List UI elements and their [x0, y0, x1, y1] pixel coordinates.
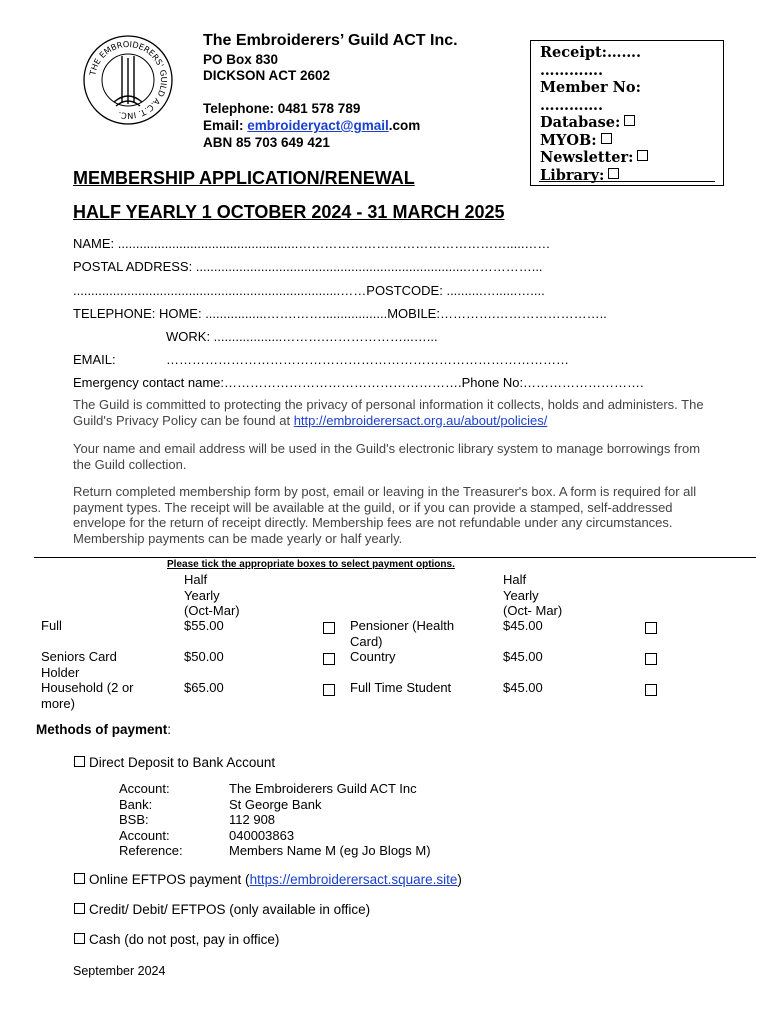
bank-value: The Embroiderers Guild ACT Inc — [229, 781, 417, 796]
right-header-line: (Oct- Mar) — [503, 603, 563, 618]
name-field[interactable]: NAME: ..................................................………………………………………….....…… — [73, 236, 551, 251]
svg-text:THE EMBROIDERERS' GUILD A.C.T.: THE EMBROIDERERS' GUILD A.C.T. INC. — [87, 38, 170, 122]
credit-debit-label: Credit/ Debit/ EFTPOS (only available in office) — [89, 902, 371, 917]
checkbox-full[interactable] — [323, 622, 335, 634]
abn: ABN 85 703 649 421 — [203, 135, 330, 150]
guild-seal-logo — [82, 34, 174, 126]
bank-value: St George Bank — [229, 796, 322, 812]
price-full: $55.00 — [184, 618, 224, 633]
office-box-rule — [539, 181, 715, 182]
right-header-line: Yearly — [503, 587, 539, 603]
membership-type-full: Full — [41, 618, 62, 633]
organisation-name: The Embroiderers’ Guild ACT Inc. — [203, 32, 458, 49]
return-note: Return completed membership form by post, email or leaving in the Treasurer's box. A form is required for all payment types. The receipt will be available at the guild, or if you can provide a stamped, self-addressed envelope for the return of receipt directly. Membership fees are not refundable under any circumstances. Membership payments can be made yearly or half yearly. — [73, 484, 697, 546]
bank-value: 040003863 — [229, 827, 295, 843]
price-household: $65.00 — [184, 680, 224, 695]
database-label: Database: — [540, 114, 621, 131]
methods-heading-colon: : — [167, 722, 172, 737]
library-label: Library: — [540, 166, 605, 184]
right-column-header — [503, 572, 562, 619]
bank-value: Members Name M (eg Jo Blogs M) — [229, 843, 431, 858]
option-direct-deposit[interactable] — [74, 755, 275, 770]
newsletter-label: Newsletter: — [540, 149, 634, 166]
email-link[interactable]: embroideryact@gmail — [247, 118, 389, 133]
methods-heading-text: Methods of payment — [36, 722, 168, 737]
square-site-link[interactable]: https://embroiderersact.square.site — [249, 872, 458, 887]
right-header-line: Half — [503, 572, 527, 587]
left-column-header — [184, 572, 240, 619]
checkbox-country[interactable] — [645, 653, 657, 665]
left-header-line: Yearly — [184, 587, 220, 603]
credit-debit-checkbox[interactable] — [74, 903, 85, 914]
email-suffix: .com — [388, 118, 421, 133]
library-checkbox[interactable] — [608, 168, 619, 179]
database-checkbox[interactable] — [624, 115, 635, 126]
payment-instruction: Please tick the appropriate boxes to select payment options. — [167, 559, 455, 570]
po-box: PO Box 830 — [203, 52, 279, 67]
bank-details-values — [229, 781, 431, 859]
member-no-dots: …………. — [540, 96, 604, 114]
membership-type-household: Household (2 or more) — [41, 680, 134, 711]
left-header-line: Half — [184, 572, 208, 587]
methods-heading — [36, 722, 171, 737]
email-label: Email: — [203, 118, 248, 133]
telephone-field[interactable]: TELEPHONE: HOME: .................…….……..................MOBILE:………….…………………….. — [73, 306, 607, 321]
membership-type-country: Country — [350, 649, 396, 664]
form-title: MEMBERSHIP APPLICATION/RENEWAL — [73, 168, 415, 188]
bank-label: BSB: — [119, 812, 149, 827]
footer-date: September 2024 — [73, 964, 166, 978]
postal-address-field[interactable]: POSTAL ADDRESS: ...........................................................................……………... — [73, 259, 543, 274]
office-use-box — [530, 40, 724, 186]
price-student: $45.00 — [503, 680, 543, 695]
online-eftpos-checkbox[interactable] — [74, 873, 85, 884]
membership-type-pensioner: Pensioner (Health Card) — [350, 618, 455, 649]
privacy-policy-link[interactable]: http://embroiderersact.org.au/about/policies/ — [293, 412, 548, 428]
option-cash[interactable] — [74, 932, 279, 947]
newsletter-field — [540, 149, 723, 167]
library-note: Your name and email address will be used in the Guild's electronic library system to manage borrowings from the Guild collection. — [73, 441, 701, 472]
member-no-field: Member No: — [540, 79, 641, 96]
emergency-contact-field[interactable]: Emergency contact name:……………………………………………….Phone No:………………………. — [73, 375, 644, 390]
database-field — [540, 114, 723, 132]
receipt-field: Receipt:……. — [540, 44, 642, 61]
section-divider — [34, 557, 756, 558]
checkbox-pensioner[interactable] — [645, 622, 657, 634]
price-seniors: $50.00 — [184, 649, 224, 664]
price-pensioner: $45.00 — [503, 618, 543, 633]
cash-label: Cash (do not post, pay in office) — [89, 932, 280, 947]
work-phone-field[interactable]: WORK: ...................……….………………...…... — [166, 329, 438, 344]
checkbox-student[interactable] — [645, 684, 657, 696]
email-line — [203, 118, 420, 133]
myob-label: MYOB: — [540, 131, 597, 149]
membership-type-seniors: Seniors Card Holder — [41, 649, 117, 680]
bank-value: 112 908 — [229, 812, 276, 827]
myob-field — [540, 132, 723, 150]
email-field-label: EMAIL: — [73, 352, 116, 367]
online-eftpos-label: Online EFTPOS payment ( — [89, 872, 250, 887]
membership-type-student: Full Time Student — [350, 680, 452, 695]
checkbox-seniors[interactable] — [323, 653, 335, 665]
online-eftpos-close: ) — [457, 872, 462, 887]
bank-label: Account: — [119, 827, 170, 843]
postcode-field[interactable]: ..........................................................................……POSTCODE: ..........…......….... — [73, 283, 545, 298]
telephone: Telephone: 0481 578 789 — [203, 101, 361, 116]
receipt-dots: …………. — [540, 61, 604, 79]
checkbox-household[interactable] — [323, 684, 335, 696]
bank-label: Bank: — [119, 796, 153, 812]
form-subtitle: HALF YEARLY 1 OCTOBER 2024 - 31 MARCH 2025 — [73, 202, 505, 222]
bank-label: Account: — [119, 781, 170, 796]
bank-details-labels — [119, 781, 183, 859]
suburb-address: DICKSON ACT 2602 — [203, 68, 331, 83]
email-field[interactable]: ………………………………………………………………………………… — [166, 352, 569, 367]
direct-deposit-label: Direct Deposit to Bank Account — [89, 755, 276, 770]
direct-deposit-checkbox[interactable] — [74, 756, 85, 767]
option-credit-debit[interactable] — [74, 902, 370, 917]
newsletter-checkbox[interactable] — [637, 150, 648, 161]
privacy-text: The Guild is committed to protecting the privacy of personal information it collects, holds and administers. The Guild's Privacy Policy can be found at — [73, 397, 704, 428]
myob-checkbox[interactable] — [601, 133, 612, 144]
cash-checkbox[interactable] — [74, 933, 85, 944]
privacy-statement — [73, 397, 713, 428]
bank-label: Reference: — [119, 843, 183, 858]
price-country: $45.00 — [503, 649, 543, 664]
option-online-eftpos[interactable] — [74, 872, 462, 887]
left-header-line: (Oct-Mar) — [184, 603, 240, 618]
